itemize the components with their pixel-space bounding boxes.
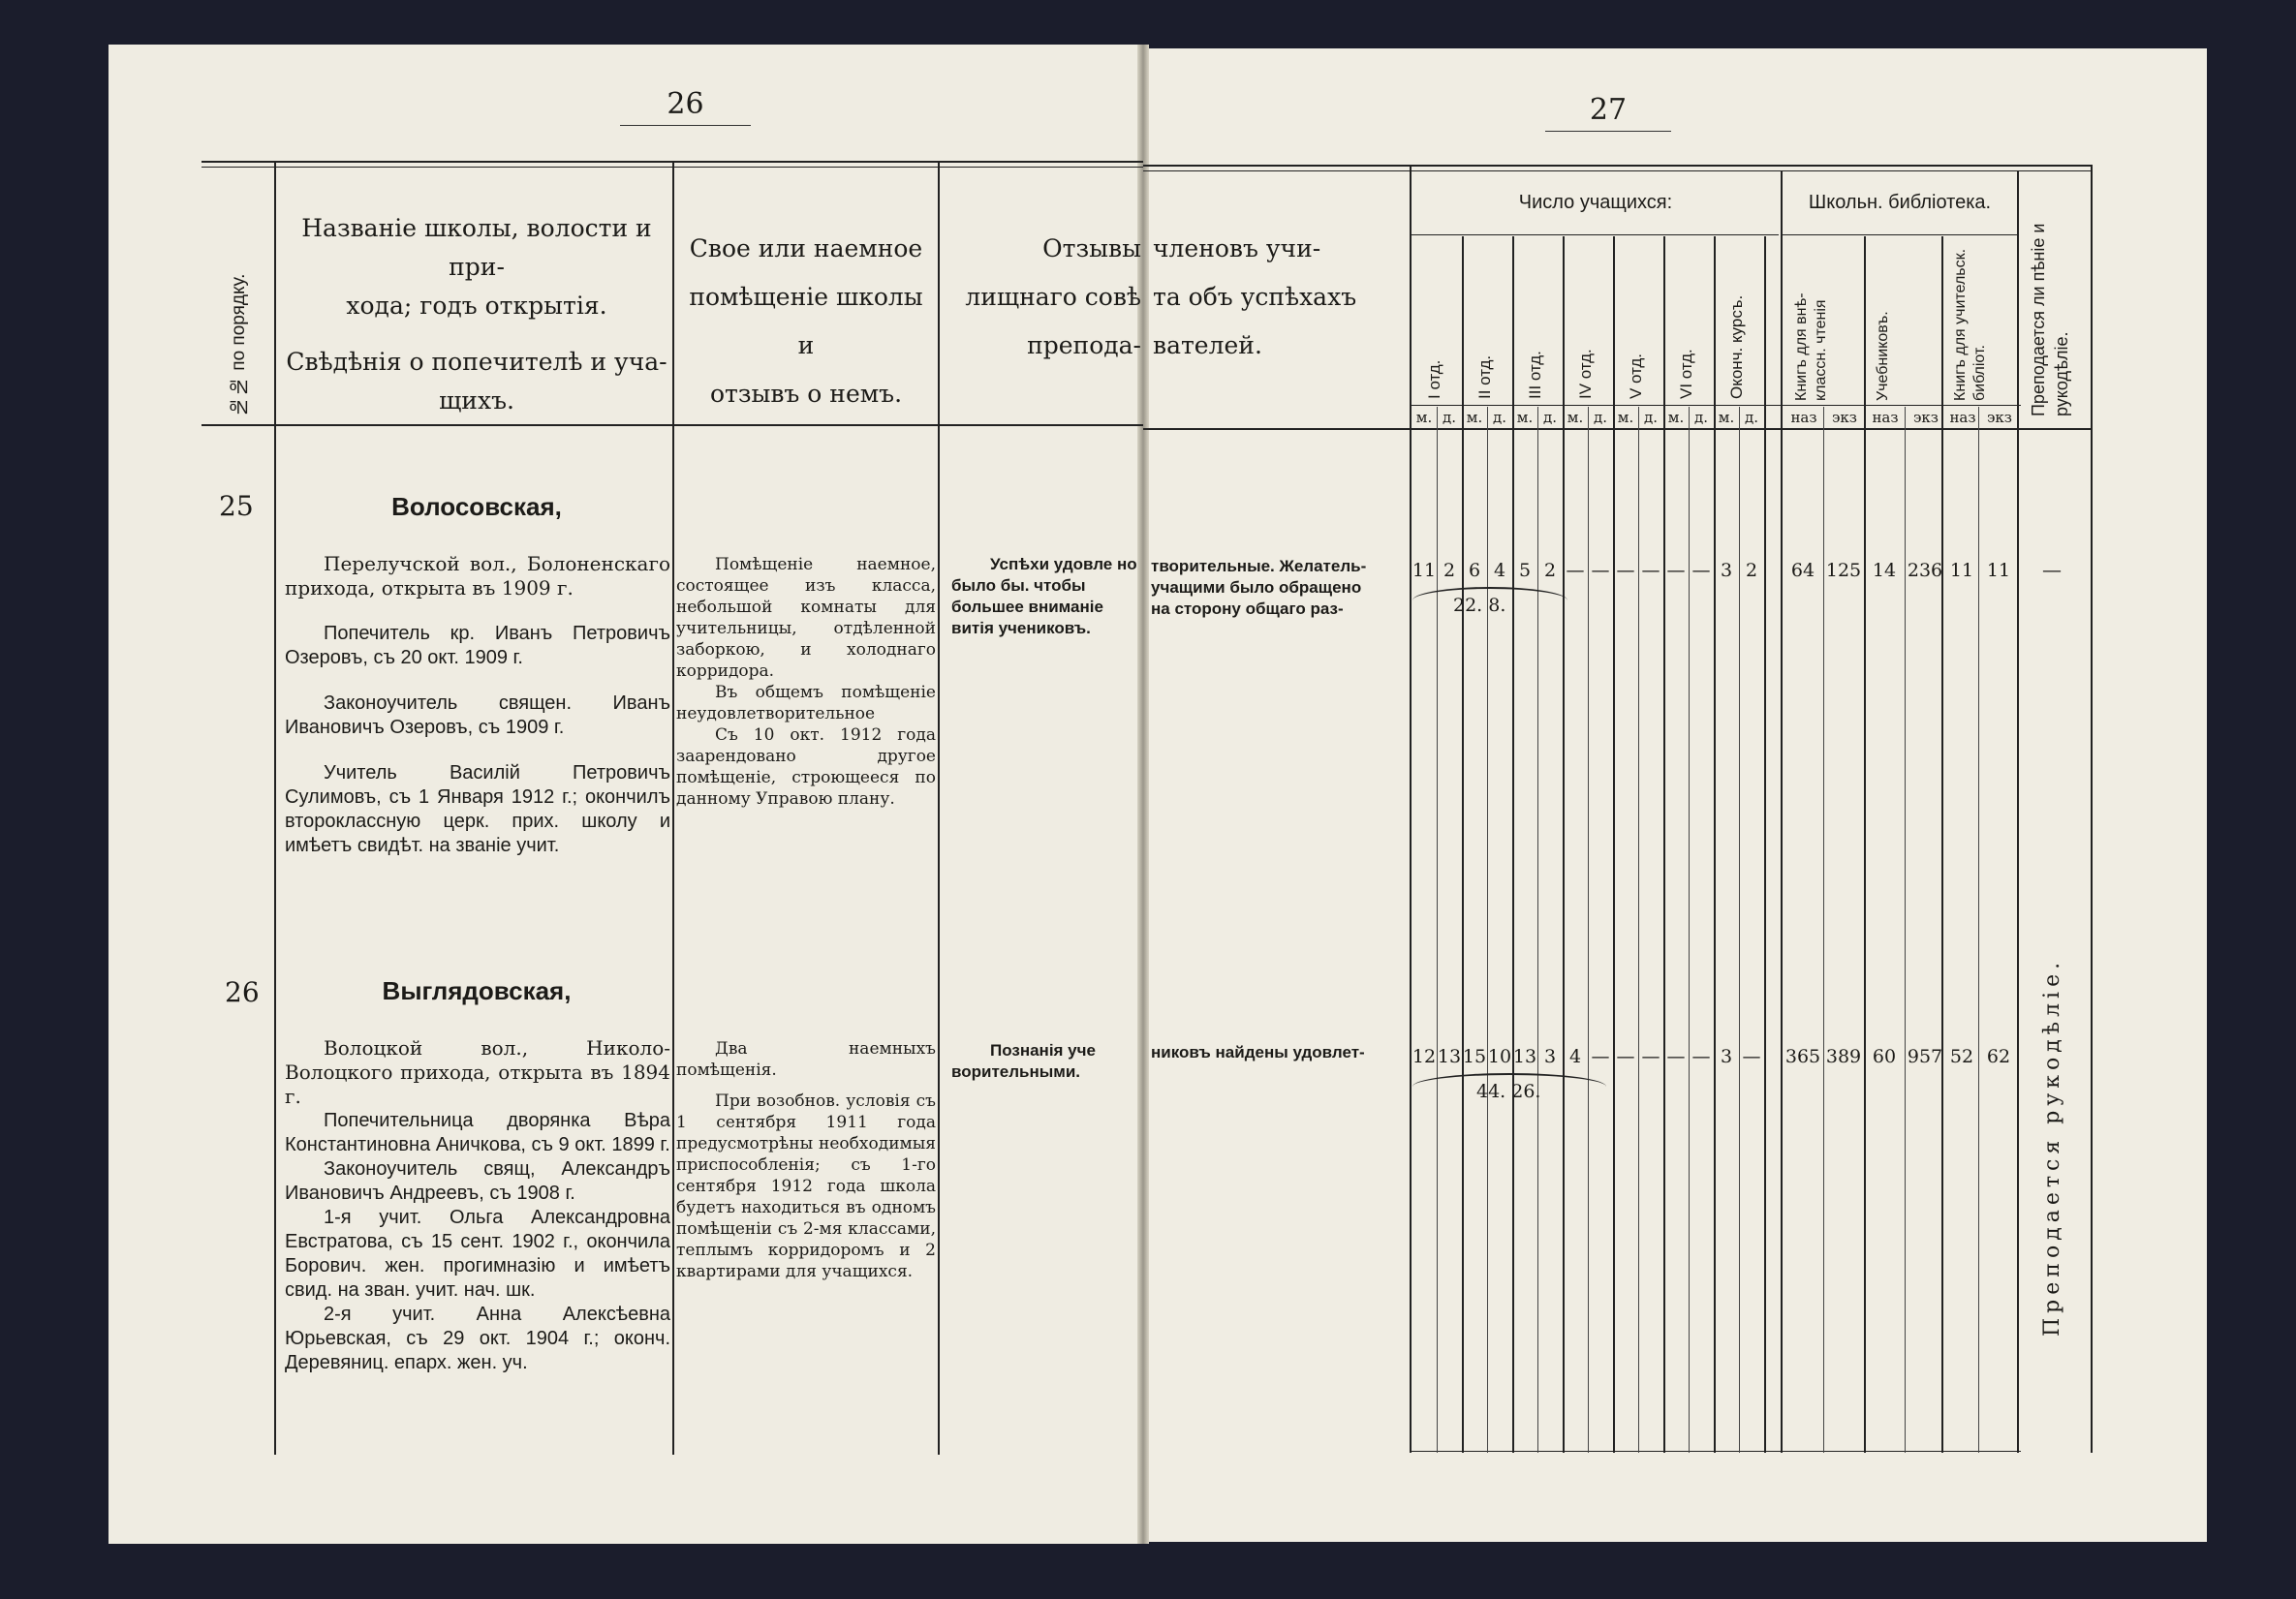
detail-line: Учитель Василій Петровичъ Сулимовъ, съ 1 Января 1912 г.; окончилъ второклассную церк. прих. школу и имѣетъ свидѣт. на званіе учит. — [285, 762, 670, 856]
value-cell: 64 — [1790, 560, 1815, 581]
total-value: 22. 8. — [1453, 595, 1506, 616]
lib-sub-label: наз — [1949, 409, 1976, 426]
value-cell: — — [1591, 1046, 1610, 1067]
grade-header: V отд. — [1627, 353, 1645, 399]
md-label: м. — [1567, 409, 1584, 426]
value-cell: — — [1742, 1046, 1761, 1067]
header-reviews — [947, 225, 1141, 370]
value-cell: 125 — [1825, 560, 1862, 581]
school-name: Выглядовская, — [382, 976, 572, 1005]
value-cell: — — [1616, 560, 1635, 581]
md-label: д. — [1693, 409, 1708, 426]
value-cell: 11 — [1986, 560, 2011, 581]
header-school — [283, 209, 670, 420]
header-reviews-line: вателей. — [1153, 331, 1262, 359]
grid-line — [1823, 407, 1824, 1453]
value-cell: 15 — [1462, 1046, 1487, 1067]
school-details — [285, 552, 670, 858]
students-group-rule — [1411, 234, 1779, 235]
detail-line: Попечительница дворянка Вѣра Константиновна Аничкова, съ 9 окт. 1899 г. — [285, 1110, 670, 1155]
header-reviews-line: лищнаго совѣ — [965, 283, 1141, 311]
value-cell: 11 — [1949, 560, 1974, 581]
value-cell: — — [1591, 560, 1610, 581]
value-cell: — — [1691, 560, 1711, 581]
value-cell: 2 — [1443, 560, 1456, 581]
table-top-rule-right — [1143, 165, 2093, 167]
header-school-line: щихъ. — [439, 386, 514, 415]
header-school-line: хода; годъ открытія. — [346, 292, 607, 320]
md-label: д. — [1643, 409, 1658, 426]
md-label: м. — [1617, 409, 1634, 426]
col-line — [1410, 165, 1412, 1453]
value-cell: 389 — [1825, 1046, 1862, 1067]
md-row-rule — [1411, 405, 2021, 406]
header-premises-line: помѣщеніе школы и — [689, 283, 923, 359]
value-cell: 2 — [1543, 560, 1557, 581]
detail-line: Перелучской вол., Болоненскаго прихода, открыта въ 1909 г. — [285, 552, 670, 600]
grade-header: IV отд. — [1576, 349, 1595, 399]
library-header: Книгъ для учительск. библіот. — [1952, 248, 1988, 401]
premises-text — [676, 1038, 936, 1282]
value-cell: 3 — [1720, 560, 1733, 581]
md-label: д. — [1593, 409, 1607, 426]
value-cell: 10 — [1487, 1046, 1512, 1067]
premises-line: Съ 10 окт. 1912 года заарендовано другое помѣщеніе, строющееся по данному Управою плану. — [676, 725, 936, 809]
review-line: на сторону общаго раз- — [1151, 600, 1344, 618]
detail-line: Законоучитель свящ, Александръ Ивановичъ Андреевъ, съ 1908 г. — [285, 1158, 670, 1204]
detail-line: Волоцкой вол., Николо-Волоцкого прихода, открыта въ 1894 г. — [285, 1036, 670, 1108]
header-reviews-line: членовъ учи- — [1153, 234, 1321, 262]
header-premises — [678, 225, 934, 418]
value-cell: — — [1666, 1046, 1686, 1067]
school-name: Волосовская, — [391, 492, 562, 521]
value-cell: 2 — [1745, 560, 1758, 581]
value-cell: 365 — [1784, 1046, 1821, 1067]
detail-line: 2-я учит. Анна Алексѣевна Юрьевская, съ 29 окт. 1904 г.; оконч. Деревяниц. епарх. жен. уч. — [285, 1304, 670, 1373]
header-school-line: Названіе школы, волости и при- — [301, 214, 652, 281]
header-reviews-cont — [1153, 225, 1405, 370]
value-cell: 12 — [1412, 1046, 1437, 1067]
grid-line — [1905, 407, 1906, 1453]
md-label: м. — [1718, 409, 1735, 426]
value-cell: 6 — [1468, 560, 1481, 581]
grid-line — [1764, 236, 1766, 1453]
grade-header: Оконч. курсъ. — [1727, 294, 1746, 399]
value-cell: — — [1691, 1046, 1711, 1067]
header-num: №№ по порядку. — [229, 273, 249, 416]
md-label: д. — [1542, 409, 1557, 426]
col-line — [2091, 165, 2093, 1453]
value-cell: — — [1641, 1046, 1660, 1067]
value-cell: 5 — [1518, 560, 1532, 581]
value-cell: 13 — [1512, 1046, 1537, 1067]
value-cell: — — [1566, 560, 1585, 581]
premises-line: Помѣщеніе наемное, состоящее изъ класса, небольшой комнаты для учительницы, отдѣленной заборкою, и холоднаго корридора. — [676, 555, 936, 681]
header-reviews-line: та объ успѣхахъ — [1153, 283, 1357, 311]
row-number: 25 — [219, 490, 254, 522]
col-line — [1781, 170, 1783, 1453]
value-cell: 60 — [1872, 1046, 1897, 1067]
lib-sub-label: экз — [1832, 409, 1857, 426]
lib-sub-label: наз — [1790, 409, 1817, 426]
header-singing: Преподается ли пѣніе и рукодѣліе. — [2029, 223, 2071, 416]
review-text: Успѣхи удовле но было бы. чтобы большее вниманіе витія учениковъ. — [951, 555, 1137, 637]
value-cell: — — [1641, 560, 1660, 581]
lib-sub-label: экз — [1987, 409, 2012, 426]
detail-line: Попечитель кр. Иванъ Петровичъ Озеровъ, съ 20 окт. 1909 г. — [285, 623, 670, 668]
total-value: 44. 26. — [1476, 1081, 1541, 1102]
md-label: м. — [1516, 409, 1534, 426]
side-note: Преподается рукодѣліе. — [2040, 957, 2064, 1337]
header-library: Школьн. библіотека. — [1808, 192, 1992, 213]
header-reviews-line: Отзывы — [1042, 234, 1141, 262]
school-details — [285, 1036, 670, 1375]
lib-sub-label: экз — [1913, 409, 1939, 426]
premises-line: Два наемныхъ помѣщенія. — [676, 1039, 936, 1080]
value-cell: 4 — [1568, 1046, 1582, 1067]
col-line — [274, 161, 276, 1455]
grade-header: II отд. — [1475, 354, 1494, 399]
header-reviews-line: препода- — [1027, 331, 1141, 359]
review-line: учащими было обращено — [1151, 578, 1362, 597]
header-premises-line: отзывъ о немъ. — [709, 380, 903, 408]
value-cell: 52 — [1949, 1046, 1974, 1067]
col-line — [2017, 170, 2019, 1453]
grid-line — [1864, 236, 1866, 1453]
detail-line: 1-я учит. Ольга Александровна Евстратова, съ 15 сент. 1902 г., окончила Борович. жен. прогимназію и имѣетъ свид. на зван. учит. нач. шк. — [285, 1207, 670, 1301]
page-number-text: 26 — [667, 87, 704, 121]
detail-line: Законоучитель священ. Иванъ Ивановичъ Озеровъ, съ 1909 г. — [285, 692, 670, 738]
premises-line: Въ общемъ помѣщеніе неудовлетворительное — [676, 683, 936, 723]
value-cell: 3 — [1720, 1046, 1733, 1067]
value-cell: — — [1666, 560, 1686, 581]
col-line — [938, 161, 940, 1455]
value-cell: 11 — [1412, 560, 1437, 581]
md-label: д. — [1744, 409, 1758, 426]
review-text-cont — [1151, 556, 1409, 620]
premises-line: При возобнов. условія съ 1 сентября 1911 года предусмотрѣны необходимыя приспособленія; съ 1-го сентября 1912 года школа будетъ находиться въ одномъ помѣщеніи съ 2-мя классами, теплымъ корридоромъ и 2 квартирами для учащихся. — [676, 1092, 936, 1281]
header-bottom-rule-right — [1143, 428, 2093, 430]
premises-text — [676, 554, 936, 810]
md-row-rule-bottom — [1411, 1451, 2021, 1452]
value-cell: 236 — [1907, 560, 1943, 581]
md-label: д. — [1442, 409, 1456, 426]
library-header: Книгъ для внѣ-классн. чтенія — [1793, 292, 1829, 401]
singing-value: — — [2042, 558, 2062, 581]
md-label: м. — [1466, 409, 1483, 426]
header-students: Число учащихся: — [1518, 192, 1673, 213]
value-cell: 957 — [1907, 1046, 1943, 1067]
value-cell: 62 — [1986, 1046, 2011, 1067]
row-number: 26 — [225, 976, 260, 1008]
grade-header: I отд. — [1425, 359, 1443, 399]
review-text: Познанія уче ворительными. — [951, 1041, 1096, 1081]
page-number-text: 27 — [1589, 93, 1628, 127]
review-line: творительные. Желатель- — [1151, 557, 1367, 575]
library-group-rule — [1781, 234, 2017, 235]
grade-header: VI отд. — [1677, 349, 1695, 399]
md-label: д. — [1492, 409, 1506, 426]
page-number-right — [1545, 93, 1671, 132]
header-premises-line: Свое или наемное — [689, 234, 923, 262]
value-cell: 3 — [1543, 1046, 1557, 1067]
col-line — [672, 161, 674, 1455]
grade-header: III отд. — [1526, 351, 1544, 399]
md-label: м. — [1415, 409, 1433, 426]
review-text-cont — [1151, 1042, 1409, 1063]
review-line: никовъ найдены удовлет- — [1151, 1043, 1365, 1061]
library-header: Учебниковъ. — [1875, 311, 1891, 401]
value-cell: 13 — [1437, 1046, 1462, 1067]
header-school-line: Свѣдѣнія о попечителѣ и уча- — [286, 348, 667, 376]
value-cell: 14 — [1872, 560, 1897, 581]
page-number-left — [620, 87, 751, 126]
md-label: м. — [1667, 409, 1685, 426]
lib-sub-label: наз — [1872, 409, 1899, 426]
value-cell: 4 — [1493, 560, 1506, 581]
table-top-rule-right-2 — [1143, 170, 2093, 171]
value-cell: — — [1616, 1046, 1635, 1067]
